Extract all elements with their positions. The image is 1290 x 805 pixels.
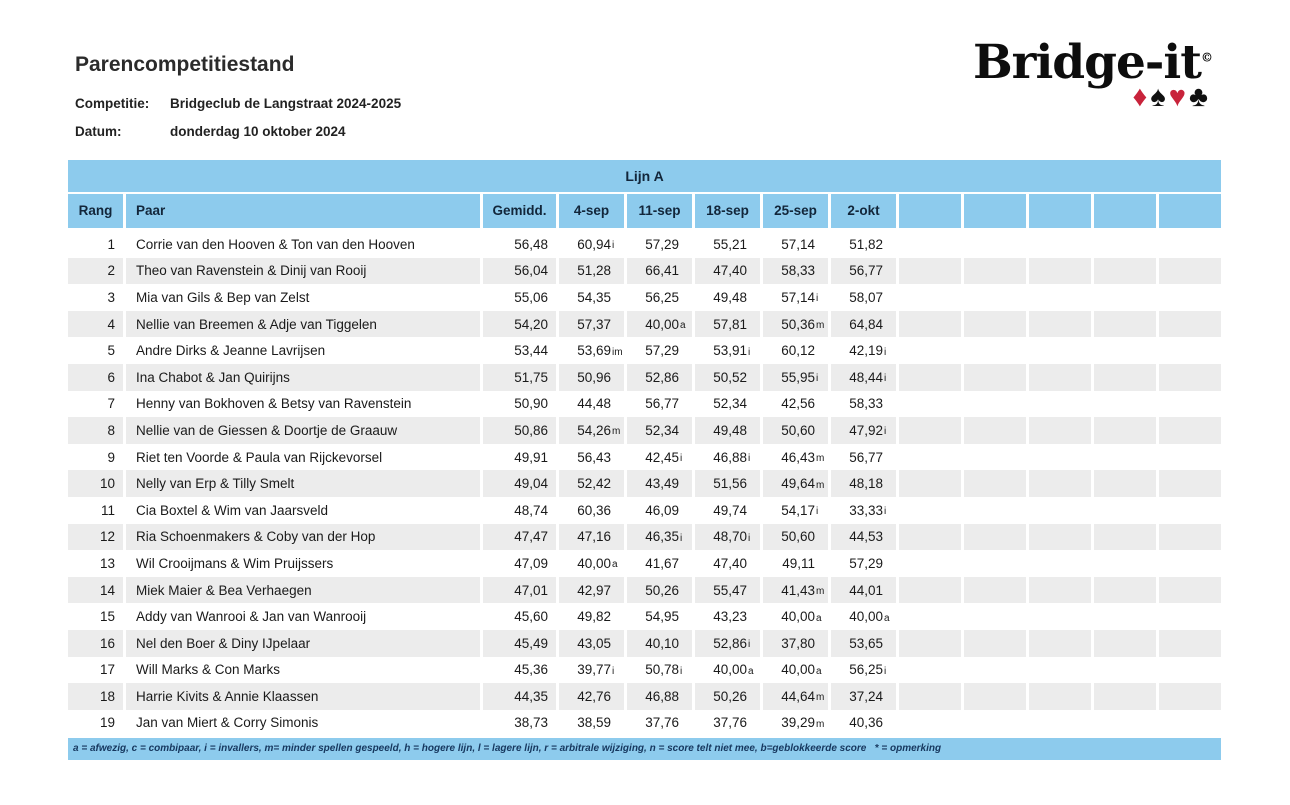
rank-cell: 1 (107, 236, 115, 252)
empty-cell (1094, 417, 1156, 444)
rank-cell: 7 (107, 396, 115, 412)
rank-cell: 8 (68, 417, 123, 444)
empty-cell (964, 657, 1026, 684)
rank-cell: 15 (99, 609, 115, 625)
avg-cell: 54,20 (483, 311, 556, 338)
pair-cell: Nellie van de Giessen & Doortje de Graauw (126, 417, 480, 444)
empty-cell (899, 417, 961, 444)
score-cell: 51,28 (559, 258, 624, 285)
score-cell: 49,82 (577, 609, 611, 625)
score-cell: 58,07 (849, 289, 883, 305)
competition-row (75, 96, 401, 111)
score-cell: 46,35 i (627, 524, 692, 551)
empty-cell (1094, 550, 1156, 577)
table-row (68, 524, 1221, 551)
column-header-25-sep: 25-sep (763, 194, 828, 228)
score-cell: 57,29 (849, 555, 883, 571)
score-cell: 44,64 m (763, 683, 828, 710)
empty-cell (1029, 710, 1091, 737)
score-cell: 39,29 m (781, 715, 825, 731)
score-cell: 55,47 (695, 577, 760, 604)
suit-heart-icon: ♥ (1168, 81, 1189, 114)
score-cell: 50,52 (695, 364, 760, 391)
rank-cell: 17 (99, 662, 115, 678)
avg-cell: 50,86 (483, 417, 556, 444)
empty-cell (899, 284, 961, 311)
empty-cell (1094, 524, 1156, 551)
score-cell: 64,84 (831, 311, 896, 338)
rank-cell: 5 (107, 343, 115, 359)
empty-cell (1159, 364, 1221, 391)
column-header-2-okt: 2-okt (831, 194, 896, 228)
empty-cell (964, 391, 1026, 418)
table-row (68, 603, 1221, 630)
empty-cell (899, 231, 961, 258)
score-cell: 39,77 i (577, 662, 615, 678)
empty-cell (1159, 550, 1221, 577)
empty-cell (1094, 284, 1156, 311)
score-cell: 43,23 (713, 609, 747, 625)
table-row (68, 470, 1221, 497)
empty-cell (899, 603, 961, 630)
rank-cell: 18 (68, 683, 123, 710)
pair-cell: Andre Dirks & Jeanne Lavrijsen (136, 343, 326, 359)
empty-cell (1159, 417, 1221, 444)
empty-cell (964, 284, 1026, 311)
score-cell: 37,80 (763, 630, 828, 657)
score-cell: 44,01 (831, 577, 896, 604)
rank-cell: 10 (68, 470, 123, 497)
suit-diamond-icon: ♦ (1132, 81, 1151, 114)
score-cell: 42,97 (559, 577, 624, 604)
empty-cell (964, 417, 1026, 444)
score-cell: 60,12 (781, 343, 815, 359)
score-cell: 49,11 (782, 555, 815, 571)
score-cell: 51,56 (695, 470, 760, 497)
column-header-gemidd-: Gemidd. (483, 194, 556, 228)
table-row (68, 337, 1221, 364)
score-cell: 52,34 (713, 396, 747, 412)
pair-cell: Will Marks & Con Marks (136, 662, 281, 678)
pair-cell: Nellie van Breemen & Adje van Tiggelen (126, 311, 480, 338)
table-header-row (68, 194, 1221, 228)
empty-cell (1159, 683, 1221, 710)
competition-value: Bridgeclub de Langstraat 2024-2025 (170, 96, 402, 111)
score-cell: 56,77 (645, 396, 679, 412)
score-cell: 33,33 i (849, 502, 887, 518)
bridge-it-logo (972, 35, 1213, 114)
empty-cell (899, 337, 961, 364)
score-cell: 57,81 (695, 311, 760, 338)
empty-cell (1029, 337, 1091, 364)
empty-cell (899, 258, 961, 285)
avg-cell: 51,75 (483, 364, 556, 391)
empty-cell (1029, 657, 1091, 684)
avg-cell: 49,04 (483, 470, 556, 497)
score-cell: 42,56 (781, 396, 815, 412)
score-cell: 54,17 i (781, 502, 819, 518)
date-label: Datum: (75, 124, 122, 139)
avg-cell: 56,04 (483, 258, 556, 285)
empty-cell (1094, 630, 1156, 657)
empty-cell (1094, 710, 1156, 737)
pair-cell: Harrie Kivits & Annie Klaassen (126, 683, 480, 710)
copyright-mark: © (1201, 50, 1213, 65)
score-cell: 49,48 (695, 417, 760, 444)
table-row (68, 311, 1221, 338)
page-title: Parencompetitiestand (75, 53, 295, 76)
empty-cell (964, 470, 1026, 497)
empty-cell (1029, 497, 1091, 524)
column-header-empty (1159, 194, 1221, 228)
empty-cell (1159, 470, 1221, 497)
standings-table (68, 160, 1221, 760)
score-cell: 56,77 (831, 258, 896, 285)
score-cell: 50,26 (695, 683, 760, 710)
score-cell: 41,43 m (763, 577, 828, 604)
score-cell: 43,49 (627, 470, 692, 497)
pair-cell: Ria Schoenmakers & Coby van der Hop (126, 524, 480, 551)
avg-cell: 47,09 (514, 555, 548, 571)
score-cell: 49,74 (713, 502, 747, 518)
empty-cell (964, 524, 1026, 551)
table-row (68, 417, 1221, 444)
score-cell: 47,16 (559, 524, 624, 551)
pair-cell: Miek Maier & Bea Verhaegen (126, 577, 480, 604)
score-cell: 58,33 (849, 396, 883, 412)
empty-cell (1029, 364, 1091, 391)
logo-wordmark: Bridge-it© (972, 35, 1213, 90)
rank-cell: 16 (68, 630, 123, 657)
table-row (68, 231, 1221, 258)
empty-cell (1094, 258, 1156, 285)
pair-cell: Ina Chabot & Jan Quirijns (126, 364, 480, 391)
empty-cell (1159, 577, 1221, 604)
pair-cell: Wil Crooijmans & Wim Pruijssers (136, 555, 334, 571)
empty-cell (1029, 417, 1091, 444)
empty-cell (1029, 470, 1091, 497)
empty-cell (1029, 444, 1091, 471)
score-cell: 56,43 (577, 449, 611, 465)
column-header-empty (899, 194, 961, 228)
score-cell: 48,44 i (831, 364, 896, 391)
empty-cell (1094, 497, 1156, 524)
avg-cell: 45,60 (514, 609, 548, 625)
avg-cell: 44,35 (483, 683, 556, 710)
score-cell: 46,09 (645, 502, 679, 518)
date-value: donderdag 10 oktober 2024 (170, 124, 346, 139)
date-row (75, 124, 346, 139)
rank-cell: 14 (68, 577, 123, 604)
empty-cell (1094, 364, 1156, 391)
empty-cell (1029, 311, 1091, 338)
score-cell: 66,41 (627, 258, 692, 285)
empty-cell (1029, 550, 1091, 577)
table-row (68, 550, 1221, 577)
empty-cell (899, 550, 961, 577)
score-cell: 54,95 (645, 609, 679, 625)
avg-cell: 45,36 (514, 662, 548, 678)
rank-cell: 3 (107, 289, 115, 305)
section-title-band: Lijn A (68, 160, 1221, 192)
score-cell: 51,82 (849, 236, 883, 252)
table-row (68, 630, 1221, 657)
score-cell: 47,40 (713, 555, 747, 571)
empty-cell (1094, 470, 1156, 497)
column-header-empty (964, 194, 1026, 228)
table-row (68, 284, 1221, 311)
score-cell: 40,00 a (577, 555, 618, 571)
empty-cell (1159, 284, 1221, 311)
empty-cell (899, 497, 961, 524)
column-header-paar: Paar (126, 194, 480, 228)
score-cell: 40,00 a (713, 662, 754, 678)
score-cell: 55,95 i (763, 364, 828, 391)
score-cell: 60,94 i (577, 236, 615, 252)
empty-cell (964, 710, 1026, 737)
empty-cell (899, 577, 961, 604)
pair-cell: Corrie van den Hooven & Ton van den Hooven (136, 236, 415, 252)
pair-cell: Riet ten Voorde & Paula van Rijckevorsel (136, 449, 383, 465)
empty-cell (1094, 603, 1156, 630)
rank-cell: 13 (99, 555, 115, 571)
score-cell: 57,29 (645, 236, 679, 252)
empty-cell (899, 364, 961, 391)
empty-cell (1159, 231, 1221, 258)
empty-cell (1029, 391, 1091, 418)
score-cell: 42,45 i (645, 449, 683, 465)
column-header-4-sep: 4-sep (559, 194, 624, 228)
score-cell: 55,21 (713, 236, 747, 252)
avg-cell: 50,90 (514, 396, 548, 412)
score-cell: 48,18 (831, 470, 896, 497)
empty-cell (1094, 391, 1156, 418)
score-cell: 60,36 (577, 502, 611, 518)
score-cell: 53,65 (831, 630, 896, 657)
empty-cell (1159, 391, 1221, 418)
empty-cell (899, 470, 961, 497)
score-cell: 44,48 (577, 396, 611, 412)
empty-cell (1159, 710, 1221, 737)
empty-cell (899, 524, 961, 551)
empty-cell (899, 391, 961, 418)
score-cell: 47,40 (695, 258, 760, 285)
score-cell: 50,60 (763, 524, 828, 551)
score-cell: 57,14 (781, 236, 815, 252)
score-cell: 47,92 i (831, 417, 896, 444)
score-cell: 56,25 i (849, 662, 887, 678)
empty-cell (1094, 683, 1156, 710)
table-body (68, 231, 1221, 736)
score-cell: 49,64 m (763, 470, 828, 497)
empty-cell (1159, 630, 1221, 657)
score-cell: 38,59 (577, 715, 611, 731)
empty-cell (1029, 284, 1091, 311)
suit-club-icon: ♣ (1188, 81, 1211, 114)
empty-cell (964, 577, 1026, 604)
pair-cell: Mia van Gils & Bep van Zelst (136, 289, 310, 305)
score-cell: 56,77 (849, 449, 883, 465)
score-cell: 42,19 i (849, 343, 887, 359)
score-cell: 46,88 i (713, 449, 751, 465)
rank-cell: 19 (99, 715, 115, 731)
table-row (68, 577, 1221, 604)
empty-cell (964, 497, 1026, 524)
empty-cell (899, 311, 961, 338)
table-row (68, 710, 1221, 737)
table-row (68, 444, 1221, 471)
rank-cell: 12 (68, 524, 123, 551)
empty-cell (899, 683, 961, 710)
empty-cell (964, 444, 1026, 471)
avg-cell: 47,01 (483, 577, 556, 604)
score-cell: 40,00 a (781, 662, 822, 678)
table-row (68, 497, 1221, 524)
empty-cell (964, 603, 1026, 630)
score-cell: 41,67 (645, 555, 679, 571)
table-row (68, 364, 1221, 391)
pair-cell: Nelly van Erp & Tilly Smelt (126, 470, 480, 497)
empty-cell (1159, 444, 1221, 471)
score-cell: 40,00 a (849, 609, 890, 625)
column-header-11-sep: 11-sep (627, 194, 692, 228)
score-cell: 54,26 m (559, 417, 624, 444)
table-row (68, 683, 1221, 710)
rank-cell: 9 (107, 449, 115, 465)
empty-cell (964, 364, 1026, 391)
table-row (68, 391, 1221, 418)
empty-cell (964, 630, 1026, 657)
score-cell: 49,48 (713, 289, 747, 305)
column-header-rang: Rang (68, 194, 123, 228)
score-cell: 57,37 (559, 311, 624, 338)
table-row (68, 258, 1221, 285)
score-cell: 56,25 (645, 289, 679, 305)
empty-cell (964, 683, 1026, 710)
score-cell: 52,86 (627, 364, 692, 391)
empty-cell (1159, 258, 1221, 285)
pair-cell: Nel den Boer & Diny IJpelaar (126, 630, 480, 657)
table-row (68, 657, 1221, 684)
legend-band: a = afwezig, c = combipaar, i = invallers, m= minder spellen gespeeld, h = hogere lijn, l = lagere lijn, r = arbitrale wijziging, n = score telt niet mee, b=geblokkeerde score * = opmerking (68, 738, 1221, 760)
pair-cell: Jan van Miert & Corry Simonis (136, 715, 319, 731)
empty-cell (1029, 683, 1091, 710)
empty-cell (964, 231, 1026, 258)
avg-cell: 53,44 (514, 343, 548, 359)
score-cell: 44,53 (831, 524, 896, 551)
empty-cell (964, 311, 1026, 338)
empty-cell (1094, 577, 1156, 604)
score-cell: 37,24 (831, 683, 896, 710)
score-cell: 48,70 i (695, 524, 760, 551)
score-cell: 58,33 (763, 258, 828, 285)
empty-cell (1094, 311, 1156, 338)
empty-cell (1094, 337, 1156, 364)
competition-label: Competitie: (75, 96, 150, 111)
empty-cell (899, 710, 961, 737)
empty-cell (1094, 657, 1156, 684)
avg-cell: 56,48 (514, 236, 548, 252)
empty-cell (1159, 657, 1221, 684)
score-cell: 37,76 (713, 715, 747, 731)
column-header-empty (1029, 194, 1091, 228)
pair-cell: Henny van Bokhoven & Betsy van Ravenstein (136, 396, 412, 412)
score-cell: 50,60 (763, 417, 828, 444)
score-cell: 52,86 i (695, 630, 760, 657)
score-cell: 50,36 m (763, 311, 828, 338)
empty-cell (1029, 524, 1091, 551)
empty-cell (1029, 258, 1091, 285)
empty-cell (1159, 337, 1221, 364)
score-cell: 37,76 (645, 715, 679, 731)
empty-cell (964, 258, 1026, 285)
score-cell: 53,69 im (577, 343, 623, 359)
empty-cell (899, 657, 961, 684)
empty-cell (1159, 311, 1221, 338)
empty-cell (964, 550, 1026, 577)
score-cell: 54,35 (577, 289, 611, 305)
avg-cell: 49,91 (514, 449, 548, 465)
empty-cell (1159, 524, 1221, 551)
score-cell: 40,36 (849, 715, 883, 731)
rank-cell: 11 (100, 502, 115, 518)
avg-cell: 38,73 (514, 715, 548, 731)
score-cell: 40,00 a (781, 609, 822, 625)
score-cell: 40,10 (627, 630, 692, 657)
score-cell: 42,76 (559, 683, 624, 710)
score-cell: 46,43 m (781, 449, 825, 465)
score-cell: 52,42 (559, 470, 624, 497)
empty-cell (899, 444, 961, 471)
rank-cell: 4 (68, 311, 123, 338)
empty-cell (1159, 603, 1221, 630)
column-header-empty (1094, 194, 1156, 228)
rank-cell: 2 (68, 258, 123, 285)
empty-cell (1029, 577, 1091, 604)
avg-cell: 47,47 (483, 524, 556, 551)
score-cell: 57,29 (645, 343, 679, 359)
score-cell: 50,96 (559, 364, 624, 391)
empty-cell (1029, 603, 1091, 630)
avg-cell: 55,06 (514, 289, 548, 305)
score-cell: 40,00 a (627, 311, 692, 338)
avg-cell: 48,74 (514, 502, 548, 518)
empty-cell (964, 337, 1026, 364)
suit-spade-icon: ♠ (1150, 81, 1169, 114)
pair-cell: Theo van Ravenstein & Dinij van Rooij (126, 258, 480, 285)
avg-cell: 45,49 (483, 630, 556, 657)
score-cell: 53,91 i (713, 343, 751, 359)
pair-cell: Cia Boxtel & Wim van Jaarsveld (136, 502, 329, 518)
empty-cell (899, 630, 961, 657)
score-cell: 50,26 (627, 577, 692, 604)
score-cell: 43,05 (559, 630, 624, 657)
column-header-18-sep: 18-sep (695, 194, 760, 228)
pair-cell: Addy van Wanrooi & Jan van Wanrooij (136, 609, 367, 625)
score-cell: 57,14 i (781, 289, 819, 305)
empty-cell (1159, 497, 1221, 524)
score-cell: 52,34 (627, 417, 692, 444)
empty-cell (1029, 630, 1091, 657)
empty-cell (1094, 231, 1156, 258)
empty-cell (1029, 231, 1091, 258)
score-cell: 50,78 i (645, 662, 683, 678)
rank-cell: 6 (68, 364, 123, 391)
empty-cell (1094, 444, 1156, 471)
score-cell: 46,88 (627, 683, 692, 710)
